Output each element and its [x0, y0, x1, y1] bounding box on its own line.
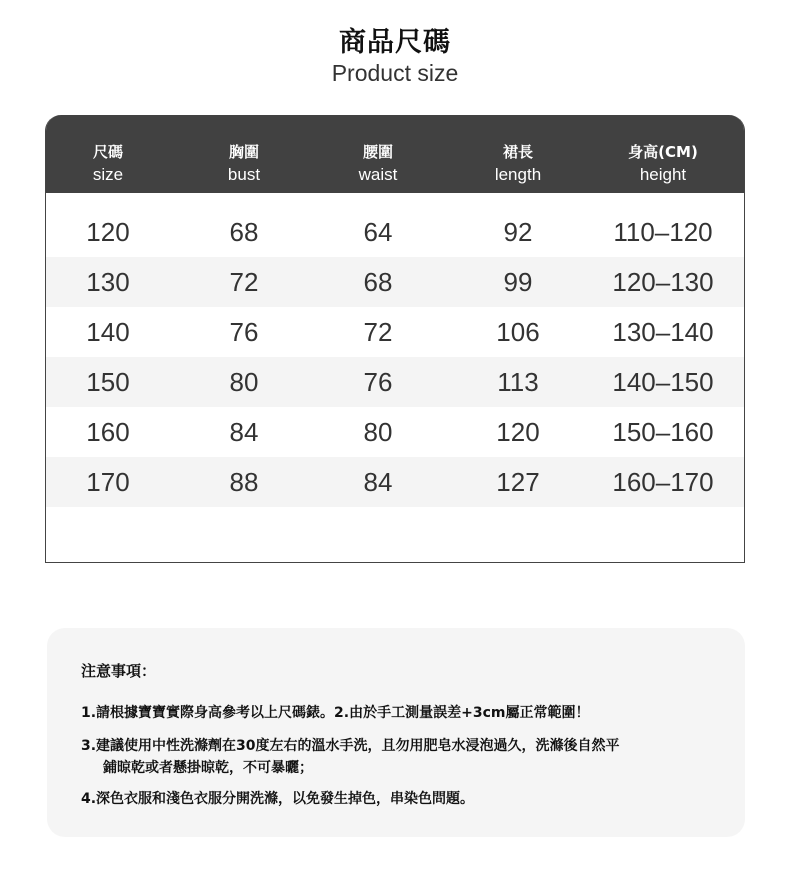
cell-waist: 68 — [363, 267, 393, 297]
cell-waist: 80 — [363, 417, 393, 447]
cell-bust: 76 — [229, 317, 259, 347]
cell-waist: 64 — [363, 217, 393, 247]
cell-length: 92 — [503, 217, 533, 247]
cell-size: 130 — [86, 267, 130, 297]
cell-size: 120 — [86, 217, 130, 247]
cell-length: 106 — [496, 317, 540, 347]
cell-bust: 84 — [229, 417, 259, 447]
table-row — [46, 407, 744, 457]
cell-waist: 84 — [363, 467, 393, 497]
page-subtitle: Product size — [331, 60, 459, 86]
cell-size: 160 — [86, 417, 130, 447]
note-line-1: 1.請根據寶寶實際身高參考以上尺碼錶。2.由於手工測量誤差+3cm屬正常範圍！ — [81, 705, 590, 721]
cell-height: 130–140 — [612, 317, 714, 347]
notes-title: 注意事項： — [81, 662, 157, 680]
cell-bust: 68 — [229, 217, 259, 247]
cell-waist: 72 — [363, 317, 393, 347]
table-header — [46, 115, 744, 193]
note-line-2: 3.建議使用中性洗滌劑在30度左右的溫水手洗，且勿用肥皂水浸泡過久，洗滌後自然平 — [81, 738, 620, 754]
cell-height: 120–130 — [612, 267, 714, 297]
header-height-zh: 身高(CM) — [628, 143, 698, 161]
table-row — [46, 307, 744, 357]
note-line-4: 4.深色衣服和淺色衣服分開洗滌，以免發生掉色，串染色問題。 — [81, 791, 475, 807]
table-row — [46, 257, 744, 307]
cell-size: 170 — [86, 467, 130, 497]
cell-size: 150 — [86, 367, 130, 397]
page-title: 商品尺碼 — [339, 27, 451, 58]
cell-length: 113 — [497, 367, 539, 397]
cell-length: 120 — [496, 417, 540, 447]
cell-bust: 88 — [229, 467, 259, 497]
size-table — [45, 115, 745, 563]
cell-length: 99 — [503, 267, 533, 297]
cell-height: 160–170 — [612, 467, 714, 497]
header-size-zh: 尺碼 — [92, 143, 123, 161]
cell-waist: 76 — [363, 367, 393, 397]
table-row — [46, 357, 744, 407]
header-length-en: length — [494, 165, 542, 184]
table-row — [46, 207, 744, 257]
cell-size: 140 — [86, 317, 130, 347]
header-waist-zh: 腰圍 — [362, 143, 393, 161]
cell-height: 140–150 — [612, 367, 714, 397]
header-bust-zh: 胸圍 — [228, 143, 259, 161]
care-notes-panel — [47, 628, 745, 837]
header-height-en: height — [639, 165, 687, 184]
header-waist-en: waist — [358, 165, 398, 184]
table-row — [46, 457, 744, 507]
cell-bust: 80 — [229, 367, 259, 397]
cell-length: 127 — [496, 467, 540, 497]
header-bust-en: bust — [227, 165, 261, 184]
cell-height: 110–120 — [613, 217, 713, 247]
note-line-3: 鋪晾乾或者懸掛晾乾，不可暴曬； — [103, 760, 313, 776]
header-length-zh: 裙長 — [502, 143, 533, 161]
cell-bust: 72 — [229, 267, 259, 297]
cell-height: 150–160 — [612, 417, 714, 447]
header-size-en: size — [92, 165, 124, 184]
